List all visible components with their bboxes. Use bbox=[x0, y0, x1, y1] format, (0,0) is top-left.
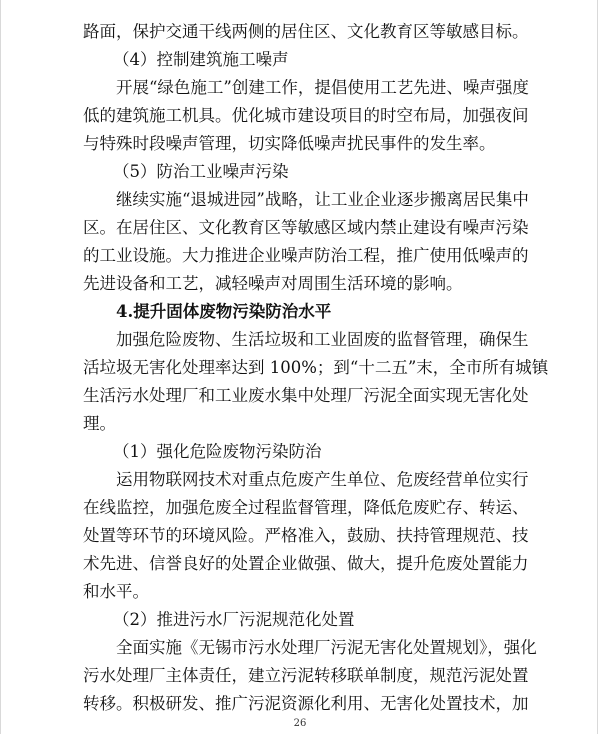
text-line: 路面，保护交通干线两侧的居住区、文化教育区等敏感目标。 bbox=[83, 22, 529, 41]
text-line: 与特殊时段噪声管理，切实降低噪声扰民事件的发生率。 bbox=[83, 134, 496, 153]
text-line: 先进设备和工艺，减轻噪声对周围生活环境的影响。 bbox=[83, 274, 463, 293]
text-line: 污水处理厂主体责任，建立污泥转移联单制度，规范污泥处置 bbox=[83, 666, 529, 685]
document-body bbox=[83, 18, 549, 718]
text-line: 区。在居住区、文化教育区等敏感区域内禁止建设有噪声污染 bbox=[83, 218, 529, 237]
text-line: 运用物联网技术对重点危废产生单位、危废经营单位实行 bbox=[116, 470, 529, 489]
text-line: 全面实施《无锡市污水处理厂污泥无害化处置规划》，强化 bbox=[116, 638, 537, 657]
text-line: 继续实施“退城进园”战略，让工业企业逐步搬离居民集中 bbox=[116, 190, 529, 209]
text-line: 活垃圾无害化处理率达到 100%；到“十二五”末，全市所有城镇 bbox=[83, 358, 549, 377]
text-line: 低的建筑施工机具。优化城市建设项目的时空布局，加强夜间 bbox=[83, 106, 529, 125]
text-line: 生活污水处理厂和工业废水集中处理厂污泥全面实现无害化处 bbox=[83, 386, 529, 405]
text-line: 在线监控，加强危废全过程监督管理，降低危废贮存、转运、 bbox=[83, 498, 529, 517]
text-line: 开展“绿色施工”创建工作，提倡使用工艺先进、噪声强度 bbox=[116, 78, 529, 97]
chapter-heading: 4.提升固体废物污染防治水平 bbox=[116, 302, 332, 321]
text-line: 转移。积极研发、推广污泥资源化利用、无害化处置技术，加 bbox=[83, 694, 529, 713]
text-line: 理。 bbox=[83, 414, 116, 433]
text-line: 处置等环节的环境风险。严格准入，鼓励、扶持管理规范、技 bbox=[83, 526, 529, 545]
section-heading: （4）控制建筑施工噪声 bbox=[113, 50, 289, 69]
text-line: 的工业设施。大力推进企业噪声防治工程，推广使用低噪声的 bbox=[83, 246, 529, 265]
section-heading: （2）推进污水厂污泥规范化处置 bbox=[113, 610, 355, 629]
page-number: 26 bbox=[293, 718, 307, 729]
text-line: 术先进、信誉良好的处置企业做强、做大，提升危废处置能力 bbox=[83, 554, 529, 573]
section-heading: （1）强化危险废物污染防治 bbox=[113, 442, 322, 461]
text-line: 和水平。 bbox=[83, 582, 149, 601]
text-line: 加强危险废物、生活垃圾和工业固废的监督管理，确保生 bbox=[116, 330, 529, 349]
section-heading: （5）防治工业噪声污染 bbox=[113, 162, 289, 181]
